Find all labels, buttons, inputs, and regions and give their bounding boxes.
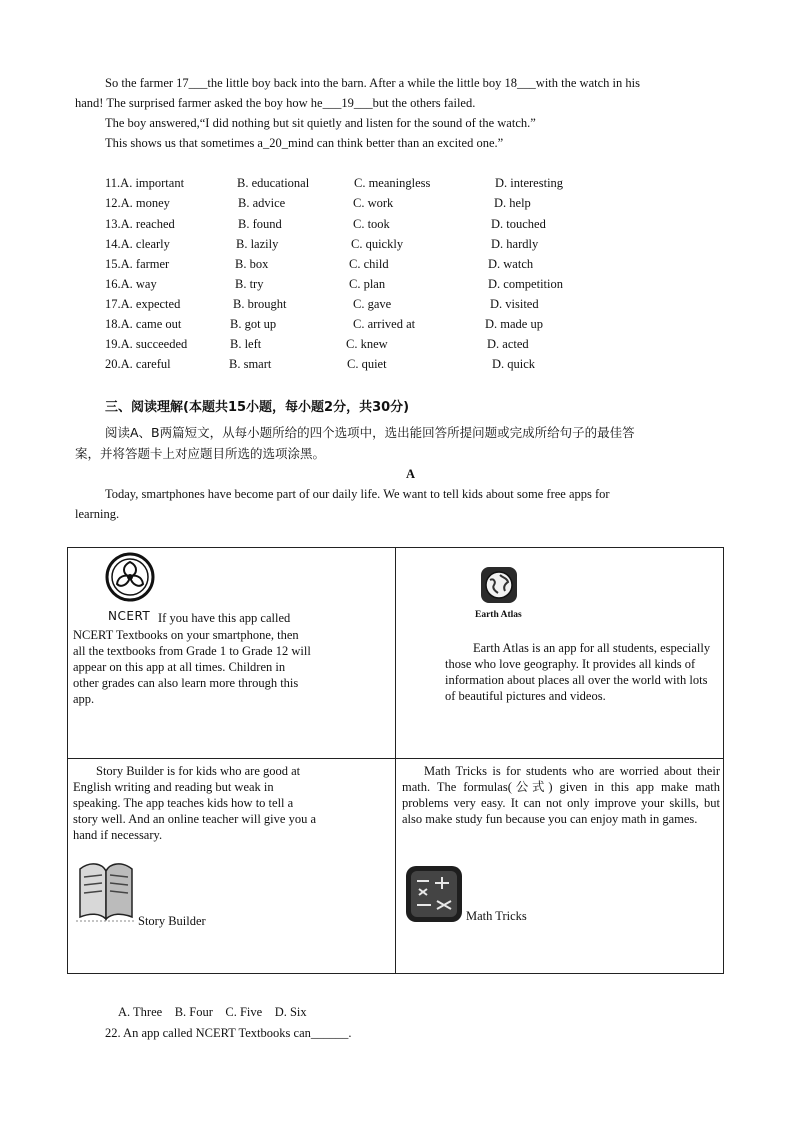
chalkboard-icon [405,865,463,927]
story-builder-icon-label: Story Builder [138,914,206,928]
q22-stem: 22. An app called NCERT Textbooks can______. [105,1026,352,1040]
ncert-logo-icon [105,552,155,606]
story-builder-description: Story Builder is for kids who are good at English writing and reading but weak in speaking. The app teaches kids how to tell a story well. And an online teacher will give you a hand if necessary. [73,764,316,842]
passage-line-2: hand! The surprised farmer asked the boy how he___19___but the others failed. [75,96,476,110]
apps-table [67,547,724,974]
ncert-description: NCERT Textbooks on your smartphone, then all the textbooks from Grade 1 to Grade 12 will appear on this app at all times. Children in other grades can also learn more through this app. [73,628,311,706]
cell-ncert [68,548,396,759]
math-tricks-icon-label: Math Tricks [466,909,527,923]
option-row-15: 15.A. farmer B. box C. child D. watch [105,257,534,271]
option-row-12: 12.A. money B. advice C. work D. help [105,196,531,210]
option-row-16: 16.A. way B. try C. plan D. competition [105,277,563,291]
intro-line-2: learning. [75,507,120,521]
section-title: 三、阅读理解(本题共15小题，每小题2分，共30分) [105,400,410,415]
instructions-line-1: 阅读A、B两篇短文，从每小题所给的四个选项中，选出能回答所提问题或完成所给句子的最佳答 [105,425,635,440]
passage-label: A [406,467,416,481]
option-row-13: 13.A. reached B. found C. took D. touched [105,217,546,231]
passage-line-4: This shows us that sometimes a_20_mind can think better than an excited one.” [105,136,504,150]
ncert-icon-label: NCERT [108,609,151,623]
option-row-11: 11.A. important B. educational C. meaningless D. interesting [105,176,564,190]
cell-earth-atlas [396,548,724,759]
math-tricks-description: Math Tricks is for students who are worried about their math. The formulas(公式) given in this app make math problems very easy. It can not only improve your skills, but also make study fun because you can enjoy math in games. [402,764,720,826]
cell-story-builder [68,759,396,974]
q21-options: A. Three B. Four C. Five D. Six [118,1005,307,1019]
option-row-18: 18.A. came out B. got up C. arrived at D. made up [105,317,543,331]
option-row-17: 17.A. expected B. brought C. gave D. visited [105,297,539,311]
intro-line-1: Today, smartphones have become part of our daily life. We want to tell kids about some free apps for [105,487,610,501]
option-row-14: 14.A. clearly B. lazily C. quickly D. hardly [105,237,539,251]
passage-line-1: So the farmer 17___the little boy back into the barn. After a while the little boy 18___with the watch in his [105,76,640,90]
ncert-text-first-line: If you have this app called [158,611,291,625]
option-row-20: 20.A. careful B. smart C. quiet D. quick [105,357,536,371]
book-icon [74,859,138,931]
earth-atlas-icon-label: Earth Atlas [475,610,522,620]
globe-icon [480,566,518,608]
cell-math-tricks [396,759,724,974]
passage-line-3: The boy answered,“I did nothing but sit quietly and listen for the sound of the watch.” [105,116,536,130]
option-row-19: 19.A. succeeded B. left C. knew D. acted [105,337,529,351]
instructions-line-2: 案，并将答题卡上对应题目所选的选项涂黑。 [75,446,326,461]
earth-atlas-description: Earth Atlas is an app for all students, especially those who love geography. It provides all kinds of information about places all over the world with lots of beautiful pictures and videos. [445,641,711,703]
